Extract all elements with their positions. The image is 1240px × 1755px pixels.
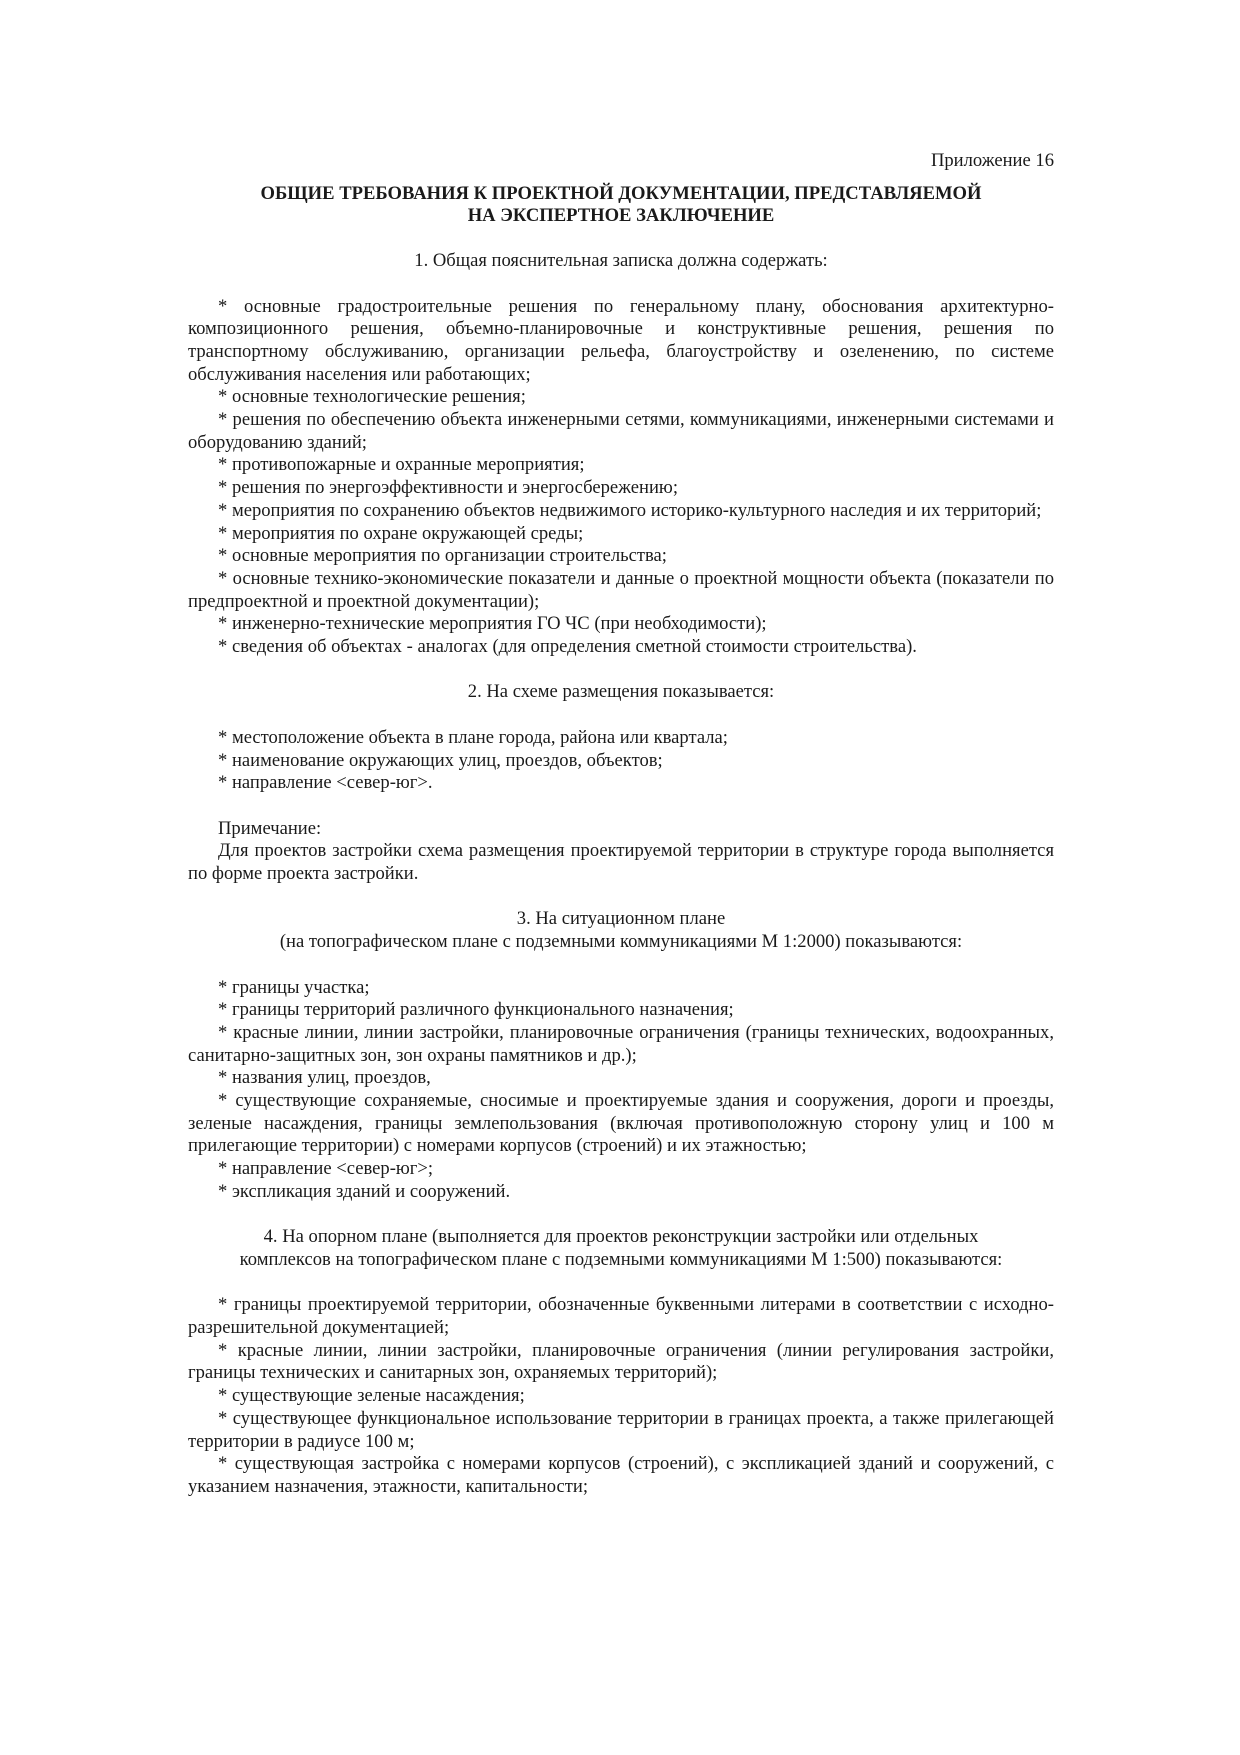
list-item: * названия улиц, проездов, xyxy=(218,1067,431,1089)
spacer xyxy=(188,1204,1054,1227)
list-item: * противопожарные и охранные мероприятия; xyxy=(218,454,585,476)
list-item: * основные технико-экономические показатели и данные о проектной мощности объекта (показатели по предпроектной и проектной документации); xyxy=(188,567,1054,612)
section-1-list xyxy=(188,296,1054,659)
section-3-heading-line-1: 3. На ситуационном плане xyxy=(516,908,726,930)
list-item: * наименование окружающих улиц, проездов, объектов; xyxy=(218,749,663,771)
list-item: * сведения об объектах - аналогах (для определения сметной стоимости строительства). xyxy=(218,636,917,658)
list-item: * мероприятия по сохранению объектов недвижимого историко-культурного наследия и их территорий; xyxy=(218,499,1042,521)
spacer xyxy=(188,704,1054,727)
spacer xyxy=(188,659,1054,682)
list-item: * красные линии, линии застройки, планировочные ограничения (границы технических, водоохранных, санитарно-защитных зон, зон охраны памятников и др.); xyxy=(188,1021,1054,1066)
section-4-list xyxy=(188,1294,1054,1498)
section-3-list xyxy=(188,977,1054,1204)
list-item: * основные градостроительные решения по генеральному плану, обоснования архитектурно-композиционного решения, объемно-планировочные и конструктивные решения, решения по транспортному обслуживанию, организации рельефа, благоустройству и озеленению, по системе обслуживания населения или работающих; xyxy=(188,295,1054,385)
list-item: * инженерно-технические мероприятия ГО ЧС (при необходимости); xyxy=(218,613,767,635)
list-item: * существующие зеленые насаждения; xyxy=(218,1385,525,1407)
section-3-heading xyxy=(188,908,1054,953)
document-content xyxy=(188,150,1054,1499)
title-line-2: НА ЭКСПЕРТНОЕ ЗАКЛЮЧЕНИЕ xyxy=(467,205,775,227)
list-item: * границы участка; xyxy=(218,976,370,998)
section-4-heading-line-1: 4. На опорном плане (выполняется для проектов реконструкции застройки или отдельных xyxy=(263,1226,979,1248)
spacer xyxy=(188,886,1054,909)
appendix-label: Приложение 16 xyxy=(930,150,1054,171)
list-item: * направление <север-юг>. xyxy=(218,772,433,794)
list-item: * мероприятия по охране окружающей среды; xyxy=(218,522,584,544)
section-4-heading-line-2: комплексов на топографическом плане с подземными коммуникациями М 1:500) показываются: xyxy=(239,1248,1003,1270)
section-3-heading-line-2: (на топографическом плане с подземными коммуникациями М 1:2000) показываются: xyxy=(279,931,963,953)
list-item: * основные технологические решения; xyxy=(218,386,526,408)
list-item: * существующее функциональное использование территории в границах проекта, а также прилегающей территории в радиусе 100 м; xyxy=(188,1407,1054,1452)
note-text: Для проектов застройки схема размещения проектируемой территории в структуре города выполняется по форме проекта застройки. xyxy=(188,840,1054,885)
list-item: * экспликация зданий и сооружений. xyxy=(218,1180,511,1202)
spacer xyxy=(188,795,1054,818)
section-1-heading: 1. Общая пояснительная записка должна содержать: xyxy=(414,250,828,272)
list-item: * существующие сохраняемые, сносимые и проектируемые здания и сооружения, дороги и проезды, зеленые насаждения, границы землепользования (включая противоположную сторону улиц и 100 м прилегающие территории) с номерами корпусов (строений) и их этажностью; xyxy=(188,1090,1054,1157)
list-item: * существующая застройка с номерами корпусов (строений), с экспликацией зданий и сооружений, с указанием назначения, этажности, капитальности; xyxy=(188,1453,1054,1497)
section-2-heading: 2. На схеме размещения показывается: xyxy=(467,681,775,703)
spacer xyxy=(188,273,1054,296)
section-4-heading xyxy=(188,1226,1054,1271)
list-item: * решения по энергоэффективности и энергосбережению; xyxy=(218,477,678,499)
list-item: * направление <север-юг>; xyxy=(218,1158,434,1180)
list-item: * основные мероприятия по организации строительства; xyxy=(218,545,667,567)
spacer xyxy=(188,954,1054,977)
document-title xyxy=(188,183,1054,228)
list-item: * красные линии, линии застройки, планировочные ограничения (линии регулирования застройки, границы технических и санитарных зон, охраняемых территорий); xyxy=(188,1339,1054,1384)
list-item: * границы территорий различного функционального назначения; xyxy=(218,999,734,1021)
list-item: * границы проектируемой территории, обозначенные буквенными литерами в соответствии с исходно-разрешительной документацией; xyxy=(188,1294,1054,1339)
list-item: * решения по обеспечению объекта инженерными сетями, коммуникациями, инженерными системами и оборудованию зданий; xyxy=(188,409,1054,453)
note-label: Примечание: xyxy=(218,817,322,839)
section-2-list xyxy=(188,727,1054,795)
title-line-1: ОБЩИЕ ТРЕБОВАНИЯ К ПРОЕКТНОЙ ДОКУМЕНТАЦИИ, ПРЕДСТАВЛЯЕМОЙ xyxy=(260,182,982,204)
spacer xyxy=(188,1272,1054,1295)
list-item: * местоположение объекта в плане города, района или квартала; xyxy=(218,726,728,748)
